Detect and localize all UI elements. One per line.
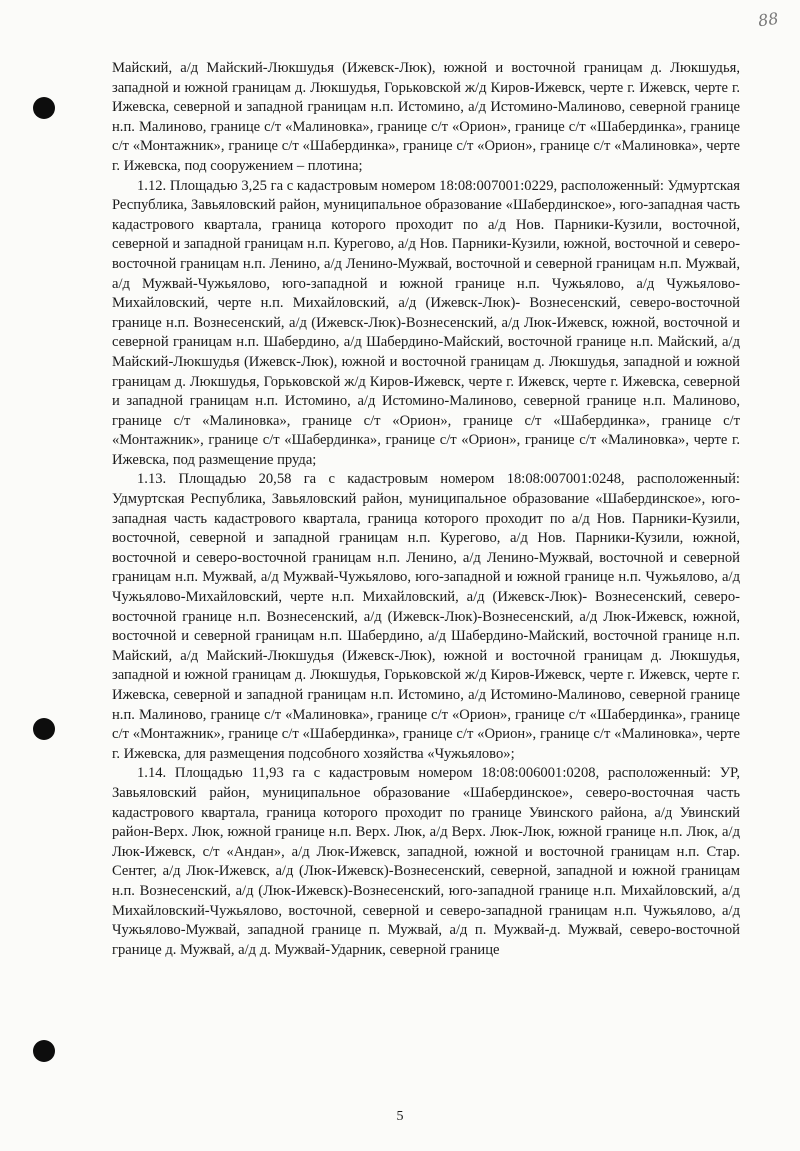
handwritten-page-mark: 88: [756, 8, 780, 31]
punch-hole-icon: [33, 1040, 55, 1062]
paragraph-continuation: Майский, а/д Майский-Люкшудья (Ижевск-Люк), южной и восточной границам д. Люкшудья, западной и южной границам д. Люкшудья, Горьковской ж/д Киров-Ижевск, черте г. Ижевск, черте г. Ижевска, северной и западной границам н.п. Истомино, а/д Истомино-Малиново, северной границе н.п. Малиново, границе с/т «Малиновка», границе с/т «Орион», границе с/т «Шабердинка», границе с/т «Монтажник», границе с/т «Шабердинка», границе с/т «Орион», границе с/т «Малиновка», черте г. Ижевска, под сооружением – плотина;: [112, 60, 740, 174]
punch-hole-icon: [33, 97, 55, 119]
paragraph-item-1-13: 1.13. Площадью 20,58 га с кадастровым номером 18:08:007001:0248, расположенный: Удмуртская Республика, Завьяловский район, муниципальное образование «Шабердинское», юго-западная часть кадастрового квартала, граница которого проходит по а/д Нов. Парники-Кузили, восточной, северной и западной границам н.п. Курегово, а/д Нов. Парники-Кузили, южной, восточной и северо-восточной границам н.п. Ленино, а/д Ленино-Мужвай, восточной и северной границам н.п. Мужвай, а/д Мужвай-Чужьялово, юго-западной и южной границе н.п. Чужьялово, а/д Чужьялово-Михайловский, черте н.п. Михайловский, а/д (Ижевск-Люк)- Вознесенский, северо-восточной границе н.п. Вознесенский, а/д (Ижевск-Люк)-Вознесенский, а/д Люк-Ижевск, южной, восточной и северной границам н.п. Шабердино, а/д Шабердино-Майский, восточной границе н.п. Майский, а/д Майский-Люкшудья (Ижевск-Люк), южной и восточной границам д. Люкшудья, западной и южной границам д. Люкшудья, Горьковской ж/д Киров-Ижевск, черте г. Ижевск, черте г. Ижевска, северной и западной границам н.п. Истомино, а/д Истомино-Малиново, северной границе н.п. Малиново, границе с/т «Малиновка», границе с/т «Орион», границе с/т «Шабердинка», границе с/т «Монтажник», границе с/т «Шабердинка», границе с/т «Орион», границе с/т «Малиновка», черте г. Ижевска, для размещения подсобного хозяйства «Чужьялово»;: [112, 471, 740, 762]
document-body: [112, 59, 740, 960]
page-number: 5: [396, 1109, 404, 1124]
paragraph-item-1-14: 1.14. Площадью 11,93 га с кадастровым номером 18:08:006001:0208, расположенный: УР, Завьяловский район, муниципальное образование «Шабердинское», северо-восточная часть кадастрового квартала, граница которого проходит по границе Увинского района, а/д Увинский район-Верх. Люк, южной границе н.п. Верх. Люк, а/д Верх. Люк-Люк, южной границе н.п. Люк, а/д Люк-Ижевск, с/т «Андан», а/д Люк-Ижевск, западной, южной и восточной границам н.п. Стар. Сентег, а/д Люк-Ижевск, а/д (Люк-Ижевск)-Вознесенский, северной, западной и южной границам н.п. Вознесенский, а/д (Люк-Ижевск)-Вознесенский, юго-западной границе н.п. Михайловский, а/д Михайловский-Чужьялово, восточной, северной и северо-западной границам н.п. Чужьялово, а/д Чужьялово-Мужвай, западной границе п. Мужвай, а/д п. Мужвай-д. Мужвай, северо-восточной границе д. Мужвай, а/д д. Мужвай-Ударник, северной границе: [112, 765, 740, 958]
paragraph-item-1-12: 1.12. Площадью 3,25 га с кадастровым номером 18:08:007001:0229, расположенный: Удмуртская Республика, Завьяловский район, муниципальное образование «Шабердинское», юго-западная часть кадастрового квартала, граница которого проходит по а/д Нов. Парники-Кузили, восточной, северной и западной границам н.п. Курегово, а/д Нов. Парники-Кузили, южной, восточной и северо-восточной границам н.п. Ленино, а/д Ленино-Мужвай, восточной и северной границам н.п. Мужвай, а/д Мужвай-Чужьялово, юго-западной и южной границе н.п. Чужьялово, а/д Чужьялово-Михайловский, черте н.п. Михайловский, а/д (Ижевск-Люк)- Вознесенский, северо-восточной границе н.п. Вознесенский, а/д (Ижевск-Люк)-Вознесенский, а/д Люк-Ижевск, южной, восточной и северной границам н.п. Шабердино, а/д Шабердино-Майский, восточной границе н.п. Майский, а/д Майский-Люкшудья (Ижевск-Люк), южной и восточной границам д. Люкшудья, западной и южной границам д. Люкшудья, Горьковской ж/д Киров-Ижевск, черте г. Ижевск, черте г. Ижевска, северной и западной границам н.п. Истомино, а/д Истомино-Малиново, северной границе н.п. Малиново, границе с/т «Малиновка», границе с/т «Орион», границе с/т «Шабердинка», границе с/т «Монтажник», границе с/т «Шабердинка», границе с/т «Орион», границе с/т «Малиновка», черте г. Ижевска, под размещение пруда;: [112, 177, 740, 468]
punch-hole-icon: [33, 718, 55, 740]
